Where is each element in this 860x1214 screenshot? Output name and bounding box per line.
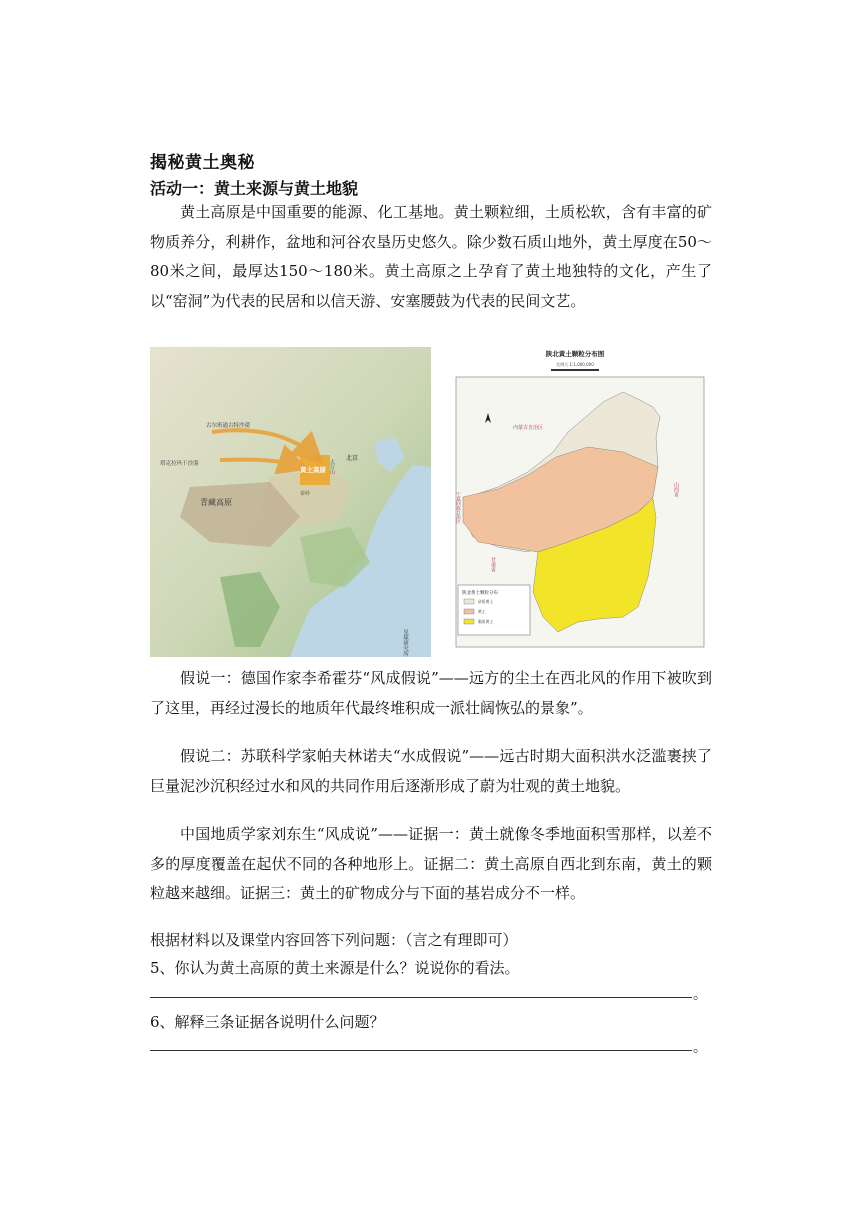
- china-map-graphic: [150, 347, 431, 657]
- question-5: 5、你认为黄土高原的黄土来源是什么？说说你的看法。: [150, 959, 520, 977]
- map-title: 陕北黄土颗粒分布图: [545, 350, 605, 358]
- question-6: 6、解释三条证据各说明什么问题？: [150, 1013, 385, 1031]
- map-scale-text: 比例尺 1:1,000,000: [556, 362, 594, 367]
- map-legend: [458, 585, 530, 635]
- answer-6-period: 。: [693, 1040, 707, 1056]
- gansu-label: 甘肃省: [490, 557, 496, 572]
- tibet-plateau-label: 青藏高原: [200, 498, 232, 507]
- legend-item-label: 黏质黄土: [478, 619, 494, 624]
- answer-line-6[interactable]: [150, 1050, 692, 1051]
- beijing-label: 北京: [346, 455, 359, 462]
- activity-heading: 活动一：黄土来源与黄土地貌: [150, 179, 359, 198]
- legend-title: 陕北黄土颗粒分布: [462, 591, 498, 596]
- publisher-label: 星球研究所: [402, 629, 408, 657]
- china-dust-source-map: [150, 347, 431, 657]
- inner-mongolia-label: 内蒙古自治区: [513, 425, 544, 431]
- legend-item-label: 黄土: [478, 609, 486, 614]
- hypothesis-1: 假说一：德国作家李希霍芬“风成假说”——远方的尘土在西北风的作用下被吹到了这里，再经过漫长的地质年代最终堆积成一派壮阔恢弘的景象”。: [150, 669, 712, 717]
- loess-plateau-label: 黄土高原: [300, 466, 326, 474]
- shaanbei-map-graphic: [438, 347, 712, 655]
- intro-paragraph: 黄土高原是中国重要的能源、化工基地。黄土颗粒细，土质松软，含有丰富的矿物质养分，利耕作，盆地和河谷农垦历史悠久。除少数石质山地外，黄土厚度在50～80米之间，最厚达150～180米。黄土高原之上孕育了黄土地独特的文化，产生了以“窑洞”为代表的民居和以信天游、安塞腰鼓为代表的民间文艺。: [150, 203, 712, 310]
- taklimakan-label: 塔克拉玛干沙漠: [160, 461, 199, 467]
- ningxia-label: 宁夏回族自治区: [455, 492, 461, 524]
- answer-5-period: 。: [693, 987, 707, 1003]
- taihang-label: 太行山: [329, 459, 335, 474]
- shanxi-label: 山西省: [673, 482, 679, 497]
- instruction-text: 根据材料以及课堂内容回答下列问题：（言之有理即可）: [150, 931, 518, 949]
- legend-item-label: 砂质黄土: [478, 599, 494, 604]
- answer-line-5[interactable]: [150, 997, 692, 998]
- page-title: 揭秘黄土奥秘: [150, 153, 255, 173]
- hypothesis-2: 假说二：苏联科学家帕夫林诺夫“水成假说”——远古时期大面积洪水泛滥裹挟了巨量泥沙沉积经过水和风的共同作用后逐渐形成了蔚为壮观的黄土地貌。: [150, 747, 712, 795]
- evidence-paragraph: 中国地质学家刘东生“风成说”——证据一：黄土就像冬季地面积雪那样，以差不多的厚度覆盖在起伏不同的各种地形上。证据二：黄土高原自西北到东南，黄土的颗粒越来越细。证据三：黄土的矿物成分与下面的基岩成分不一样。: [150, 825, 712, 902]
- shaanbei-loess-particle-map: [438, 347, 712, 655]
- qinling-label: 秦岭: [300, 491, 311, 497]
- gurbantunggut-label: 古尔班通古特沙漠: [206, 423, 251, 429]
